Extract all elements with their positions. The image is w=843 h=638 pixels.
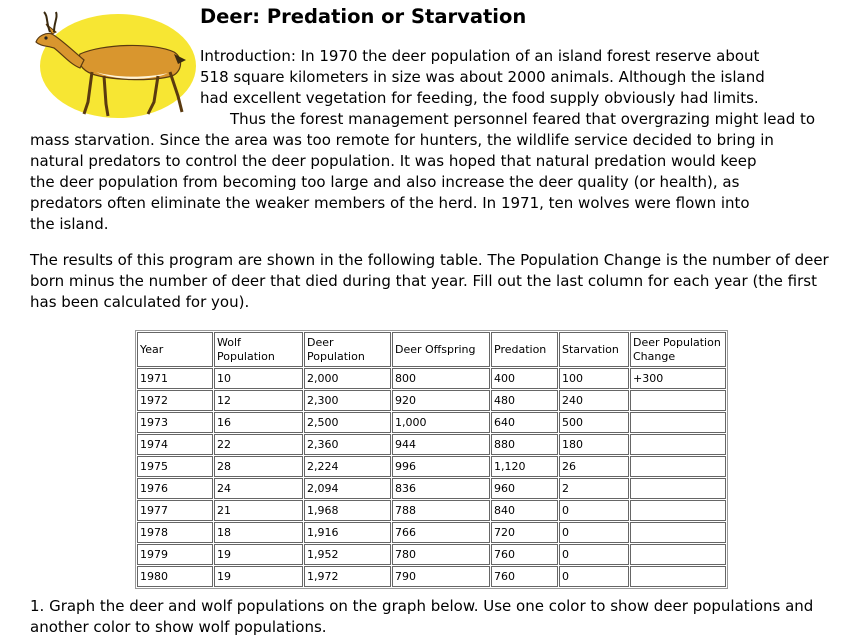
header-predation: Predation: [491, 332, 558, 367]
cell-predation: 760: [491, 544, 558, 565]
cell-starvation: 240: [559, 390, 629, 411]
cell-offspring: 790: [392, 566, 490, 587]
table-row: [137, 566, 726, 587]
page-title: Deer: Predation or Starvation: [200, 5, 527, 28]
table-row: [137, 456, 726, 477]
cell-deer: 2,224: [304, 456, 391, 477]
intro-line: predators often eliminate the weaker members of the herd. In 1971, ten wolves were flown into: [30, 194, 750, 212]
cell-year: 1972: [137, 390, 213, 411]
table-row: [137, 434, 726, 455]
cell-change[interactable]: [630, 390, 726, 411]
question-1: 1. Graph the deer and wolf populations on the graph below. Use one color to show deer populations and another color to show wolf populations.: [30, 597, 814, 636]
cell-offspring: 1,000: [392, 412, 490, 433]
cell-starvation: 100: [559, 368, 629, 389]
cell-change[interactable]: [630, 412, 726, 433]
cell-wolf: 21: [214, 500, 303, 521]
intro-line: had excellent vegetation for feeding, the food supply obviously had limits.: [200, 89, 759, 107]
cell-year: 1979: [137, 544, 213, 565]
cell-change[interactable]: [630, 478, 726, 499]
intro-line: mass starvation. Since the area was too remote for hunters, the wildlife service decided to bring in: [30, 131, 774, 149]
cell-wolf: 22: [214, 434, 303, 455]
cell-deer: 2,000: [304, 368, 391, 389]
cell-predation: 720: [491, 522, 558, 543]
cell-deer: 1,972: [304, 566, 391, 587]
cell-starvation: 2: [559, 478, 629, 499]
cell-offspring: 788: [392, 500, 490, 521]
cell-predation: 400: [491, 368, 558, 389]
deer-population-table: [135, 330, 728, 589]
cell-year: 1971: [137, 368, 213, 389]
cell-predation: 880: [491, 434, 558, 455]
cell-year: 1977: [137, 500, 213, 521]
cell-offspring: 996: [392, 456, 490, 477]
cell-wolf: 28: [214, 456, 303, 477]
cell-deer: 2,300: [304, 390, 391, 411]
cell-year: 1974: [137, 434, 213, 455]
cell-starvation: 0: [559, 500, 629, 521]
cell-predation: 960: [491, 478, 558, 499]
cell-starvation: 500: [559, 412, 629, 433]
cell-offspring: 836: [392, 478, 490, 499]
cell-starvation: 0: [559, 544, 629, 565]
cell-year: 1973: [137, 412, 213, 433]
cell-predation: 840: [491, 500, 558, 521]
table-row: [137, 390, 726, 411]
cell-wolf: 18: [214, 522, 303, 543]
cell-predation: 1,120: [491, 456, 558, 477]
cell-offspring: 920: [392, 390, 490, 411]
intro-line: the island.: [30, 215, 109, 233]
cell-year: 1976: [137, 478, 213, 499]
cell-offspring: 780: [392, 544, 490, 565]
cell-offspring: 766: [392, 522, 490, 543]
table-row: [137, 368, 726, 389]
header-deer-offspring: Deer Offspring: [392, 332, 490, 367]
introduction-paragraph: [0, 46, 843, 235]
cell-year: 1975: [137, 456, 213, 477]
cell-wolf: 24: [214, 478, 303, 499]
cell-change[interactable]: +300: [630, 368, 726, 389]
cell-wolf: 19: [214, 544, 303, 565]
cell-year: 1978: [137, 522, 213, 543]
cell-change[interactable]: [630, 434, 726, 455]
cell-starvation: 0: [559, 522, 629, 543]
table-row: [137, 478, 726, 499]
cell-deer: 1,916: [304, 522, 391, 543]
cell-deer: 1,952: [304, 544, 391, 565]
cell-starvation: 180: [559, 434, 629, 455]
cell-starvation: 0: [559, 566, 629, 587]
cell-year: 1980: [137, 566, 213, 587]
cell-change[interactable]: [630, 544, 726, 565]
intro-line: natural predators to control the deer population. It was hoped that natural predation would keep: [30, 152, 757, 170]
cell-predation: 760: [491, 566, 558, 587]
table-row: [137, 544, 726, 565]
header-deer-population: Deer Population: [304, 332, 391, 367]
cell-deer: 2,500: [304, 412, 391, 433]
cell-deer: 2,360: [304, 434, 391, 455]
header-population-change: Deer Population Change: [630, 332, 726, 367]
cell-predation: 480: [491, 390, 558, 411]
cell-wolf: 19: [214, 566, 303, 587]
header-year: Year: [137, 332, 213, 367]
table-row: [137, 412, 726, 433]
cell-wolf: 12: [214, 390, 303, 411]
cell-wolf: 10: [214, 368, 303, 389]
table-row: [137, 500, 726, 521]
table-header-row: [137, 332, 726, 367]
results-paragraph: The results of this program are shown in the following table. The Population Change is the number of deer born minus the number of deer that died during that year. Fill out the last column for each year (the first has been calculated for you).: [30, 251, 829, 311]
cell-change[interactable]: [630, 456, 726, 477]
cell-predation: 640: [491, 412, 558, 433]
intro-line: Introduction: In 1970 the deer population of an island forest reserve about: [200, 47, 760, 65]
header-starvation: Starvation: [559, 332, 629, 367]
cell-starvation: 26: [559, 456, 629, 477]
cell-deer: 2,094: [304, 478, 391, 499]
cell-change[interactable]: [630, 566, 726, 587]
cell-wolf: 16: [214, 412, 303, 433]
table-row: [137, 522, 726, 543]
intro-line: the deer population from becoming too large and also increase the deer quality (or health), as: [30, 173, 740, 191]
cell-change[interactable]: [630, 522, 726, 543]
intro-line: Thus the forest management personnel feared that overgrazing might lead to: [230, 110, 816, 128]
cell-offspring: 944: [392, 434, 490, 455]
cell-change[interactable]: [630, 500, 726, 521]
intro-line: 518 square kilometers in size was about 2000 animals. Although the island: [200, 68, 765, 86]
cell-deer: 1,968: [304, 500, 391, 521]
header-wolf-population: Wolf Population: [214, 332, 303, 367]
cell-offspring: 800: [392, 368, 490, 389]
